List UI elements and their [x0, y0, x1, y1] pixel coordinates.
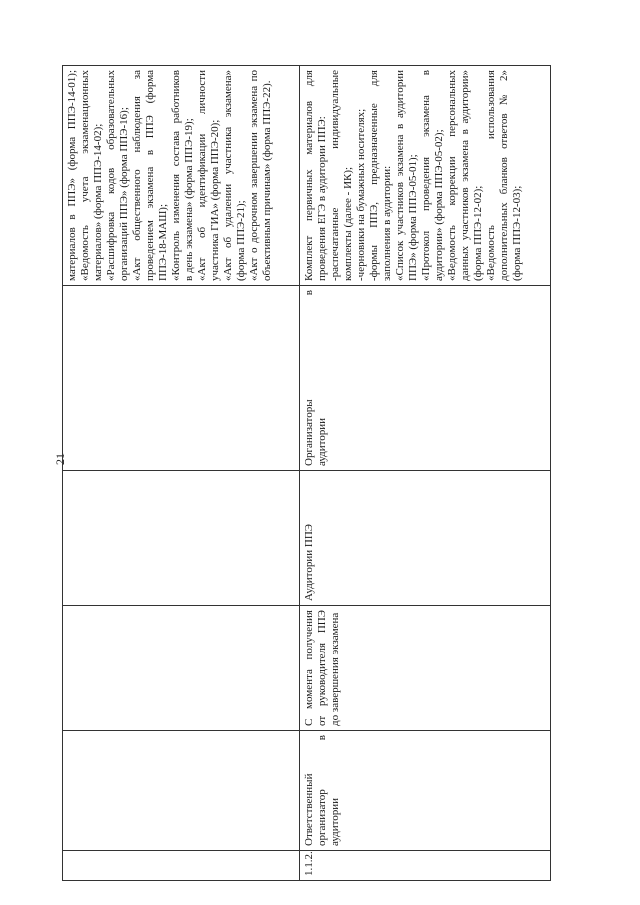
row1-number-cell — [63, 851, 300, 881]
description-line: «Протокол проведения экзамена в — [420, 70, 432, 281]
table-row — [63, 66, 300, 881]
description-line: дополнительных бланков ответов № 2» — [498, 70, 510, 281]
description-line: ППЭ-18-МАШ); — [157, 203, 169, 281]
description-line: ППЭ» (форма ППЭ-05-01); — [407, 154, 419, 281]
description-line: «Акт общественного наблюдения за — [131, 70, 143, 281]
description-line: организаций ППЭ» (форма ППЭ-16); — [118, 107, 130, 281]
responsible-line: Ответственный — [303, 773, 315, 846]
row2-where-cell — [300, 471, 551, 606]
responsible-line: аудитории — [329, 797, 341, 846]
description-line: материалов» (форма ППЭ-14-02); — [92, 123, 104, 281]
row2-who-cell — [300, 286, 551, 471]
when-line: до завершения экзамена — [329, 612, 341, 726]
description-line: проведения ЕГЭ в аудитории ППЭ: — [316, 116, 328, 281]
description-line: в день экзамена» (форма ППЭ-19); — [183, 118, 195, 281]
row2-responsible-cell — [300, 731, 551, 851]
description-line: «Ведомость использования — [485, 70, 497, 281]
description-line: -черновики на бумажных носителях; — [355, 108, 367, 281]
description-line: проведением экзамена в ППЭ (форма — [144, 70, 156, 281]
description-line: «Ведомость коррекции персональных — [446, 70, 458, 281]
description-line: (форма ППЭ-12-03); — [511, 185, 523, 281]
description-line: объективным причинам» (форма ППЭ-22). — [261, 80, 273, 281]
description-line: аудитории» (форма ППЭ-05-02); — [433, 129, 445, 281]
row1-when-cell — [63, 606, 300, 731]
description-line: «Акт о досрочном завершении экзамена по — [248, 70, 260, 281]
materials-table — [62, 65, 551, 881]
description-line: «Акт об удалении участника экзамена» — [222, 70, 234, 281]
description-line: (форма ППЭ-21); — [235, 200, 247, 281]
row2-description-cell — [300, 66, 551, 286]
who-line: аудитории — [316, 417, 328, 466]
description-line: «Расшифровка кодов образовательных — [105, 70, 117, 281]
description-line: -распечатанные индивидуальные — [329, 70, 341, 281]
description-line: данных участников экзамена в аудитории» — [459, 70, 471, 281]
rotated-page-content — [62, 66, 550, 881]
description-line: «Акт об идентификации личности — [196, 70, 208, 281]
description-line: Комплект первичных материалов для — [303, 70, 315, 281]
description-line: «Контроль изменения состава работников — [170, 70, 182, 281]
description-line: (форма ППЭ-12-02); — [472, 185, 484, 281]
description-line: заполнения в аудитории: — [381, 165, 393, 281]
description-line: -формы ППЭ, предназначенные для — [368, 70, 380, 281]
row1-description-cell — [63, 66, 300, 286]
description-line: комплекты (далее - ИК); — [342, 166, 354, 281]
row2-when-cell — [300, 606, 551, 731]
description-line: «Список участников экзамена в аудитории — [394, 70, 406, 281]
row1-responsible-cell — [63, 731, 300, 851]
row1-who-cell — [63, 286, 300, 471]
row1-where-cell — [63, 471, 300, 606]
responsible-line: организатор в — [316, 735, 328, 846]
description-line: участника ГИА» (форма ППЭ-20); — [209, 119, 221, 281]
row2-number-cell: 1.1.2. — [300, 851, 551, 881]
when-line: от руководителя ППЭ — [316, 610, 328, 726]
who-line: Организаторы в — [303, 290, 315, 466]
description-line: материалов в ППЭ» (форма ППЭ-14-01); — [66, 70, 78, 281]
description-line: «Ведомость учета экзаменационных — [79, 70, 91, 281]
when-line: С момента получения — [303, 610, 315, 726]
where-line: Аудитории ППЭ — [303, 523, 315, 601]
table-row — [300, 66, 551, 881]
page-number: 21 — [53, 453, 67, 465]
